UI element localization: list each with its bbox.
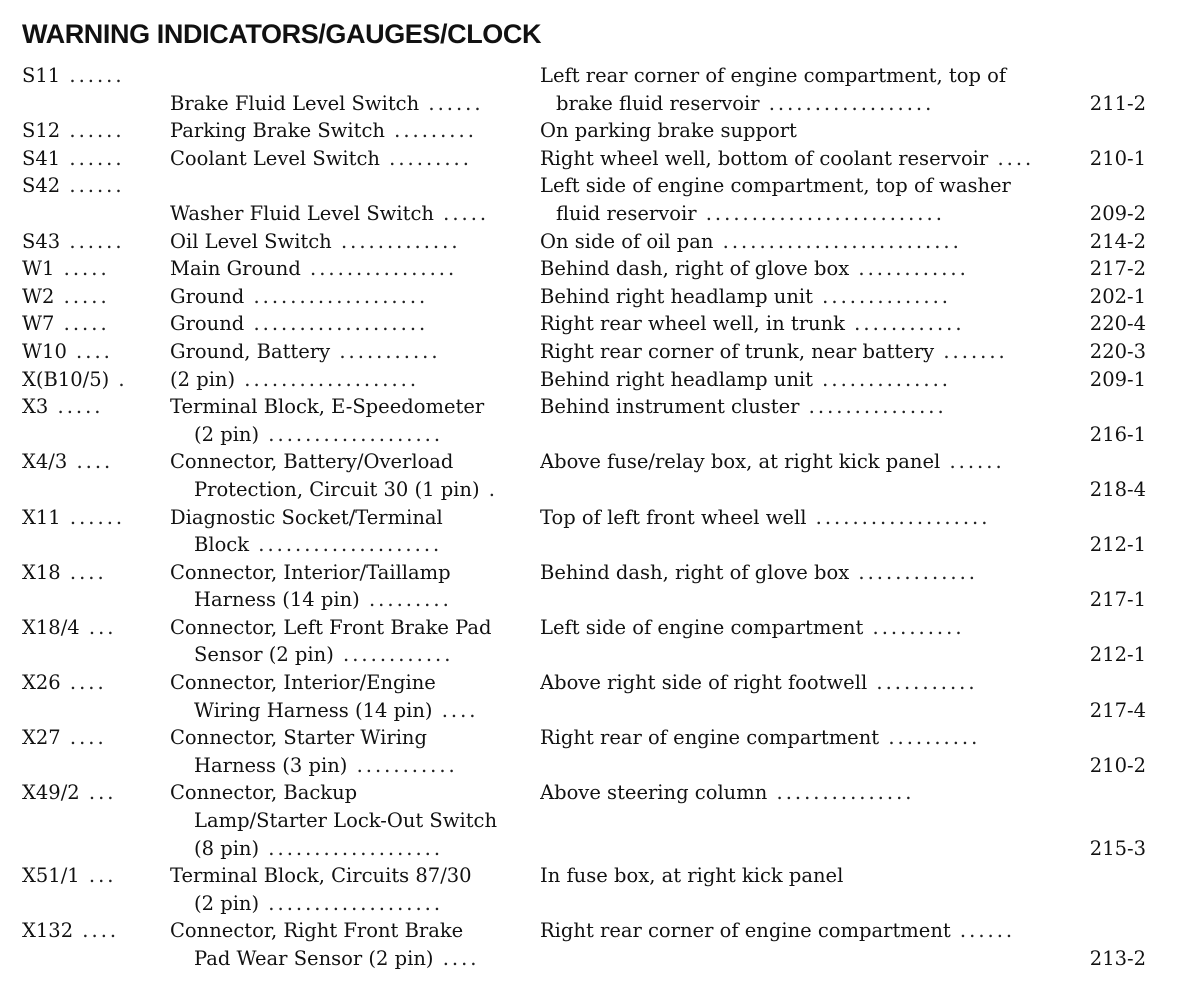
location-text-text: Behind right headlamp unit — [540, 284, 813, 308]
component-name — [194, 945, 515, 973]
location-text — [540, 145, 1070, 173]
location-text-text: On parking brake support — [540, 119, 797, 143]
component-code — [22, 62, 162, 90]
entry-x27 — [0, 724, 1200, 779]
entry-x18 — [0, 559, 1200, 614]
page-reference-text: 215-3 — [1089, 836, 1146, 860]
page-reference — [1078, 531, 1146, 559]
location-text-text: Right rear corner of engine compartment — [540, 919, 951, 943]
location-text — [540, 310, 1070, 338]
component-name — [194, 697, 515, 725]
dot-leader: .... — [73, 919, 120, 943]
location-text-text: Behind dash, right of glove box — [540, 257, 850, 281]
page-heading: WARNING INDICATORS/GAUGES/CLOCK — [22, 19, 542, 49]
page-reference — [1078, 255, 1146, 283]
entry-line — [0, 641, 1200, 669]
dot-leader: ................... — [259, 836, 444, 860]
component-name-text: (8 pin) — [194, 836, 260, 860]
dot-leader: . — [479, 477, 498, 501]
component-code-text: S43 — [22, 229, 61, 253]
component-name — [170, 90, 515, 118]
component-name — [170, 200, 515, 228]
component-name — [170, 255, 515, 283]
location-text — [540, 255, 1070, 283]
entry-line — [0, 90, 1200, 118]
entry-line — [0, 421, 1200, 449]
dot-leader: ................... — [806, 505, 991, 529]
dot-leader: ......... — [359, 588, 452, 612]
entry-line — [0, 476, 1200, 504]
component-name — [194, 752, 515, 780]
component-code — [22, 504, 162, 532]
component-code-text: S12 — [22, 119, 61, 143]
entry-line — [0, 531, 1200, 559]
component-code — [22, 669, 162, 697]
location-text-text: Right rear wheel well, in trunk — [540, 312, 845, 336]
dot-leader: ......... — [379, 146, 472, 170]
component-name — [170, 862, 515, 890]
entry-line — [0, 586, 1200, 614]
location-text — [540, 283, 1070, 311]
component-code — [22, 255, 162, 283]
dot-leader: .... — [432, 698, 479, 722]
dot-leader: .... — [67, 450, 114, 474]
entry-line — [0, 504, 1200, 532]
location-text — [540, 228, 1070, 256]
component-code-text: W2 — [22, 284, 55, 308]
entry-x49-2 — [0, 779, 1200, 862]
entry-x132 — [0, 917, 1200, 972]
dot-leader: ................ — [300, 257, 458, 281]
entry-x4-3 — [0, 448, 1200, 503]
dot-leader: ...... — [60, 64, 125, 87]
component-code-text: S41 — [22, 146, 61, 170]
component-code-text: W7 — [22, 312, 55, 336]
page-reference-text: 202-1 — [1089, 284, 1146, 308]
dot-leader: .... — [988, 146, 1035, 170]
dot-leader: ...... — [419, 91, 484, 115]
page-reference-text: 210-2 — [1089, 753, 1146, 777]
component-code-text: X11 — [22, 505, 61, 529]
component-name — [194, 807, 515, 835]
page-reference-text: 214-2 — [1089, 229, 1146, 253]
dot-leader: ................... — [235, 367, 420, 391]
dot-leader: .......................... — [696, 201, 945, 225]
location-text — [556, 200, 1070, 228]
component-name-text: Connector, Interior/Taillamp — [170, 560, 451, 584]
page-reference — [1078, 228, 1146, 256]
dot-leader: .......................... — [713, 229, 962, 253]
component-name — [170, 338, 515, 366]
component-code-text: X132 — [22, 919, 74, 943]
component-name-text: Protection, Circuit 30 (1 pin) — [194, 477, 480, 501]
component-name — [194, 421, 515, 449]
component-code — [22, 559, 162, 587]
component-code-text: X27 — [22, 726, 61, 750]
location-text-text: Above steering column — [540, 781, 768, 805]
location-text-text: Behind dash, right of glove box — [540, 560, 850, 584]
component-name — [170, 448, 515, 476]
dot-leader: .......... — [879, 726, 981, 750]
dot-leader: ................... — [259, 422, 444, 446]
entry-line — [0, 779, 1200, 807]
entry-line — [0, 890, 1200, 918]
location-text — [540, 669, 1070, 697]
component-code-text: W10 — [22, 339, 67, 363]
page-reference — [1078, 421, 1146, 449]
dot-leader: ............... — [767, 781, 915, 805]
page-reference — [1078, 835, 1146, 863]
entry-x26 — [0, 669, 1200, 724]
component-name-text: Ground, Battery — [170, 339, 331, 363]
component-name-text: Diagnostic Socket/Terminal — [170, 505, 443, 529]
location-text — [556, 90, 1070, 118]
component-code-text: X18/4 — [22, 615, 80, 639]
location-text — [540, 917, 1070, 945]
component-name-text: (2 pin) — [194, 422, 260, 446]
dot-leader: .............. — [812, 284, 951, 308]
location-text-text: Right wheel well, bottom of coolant reservoir — [540, 146, 989, 170]
component-name — [194, 586, 515, 614]
dot-leader: .... — [60, 671, 107, 695]
location-text-text: In fuse box, at right kick panel — [540, 864, 844, 888]
location-text-text: Behind instrument cluster — [540, 395, 800, 419]
page-reference-text: 217-2 — [1089, 257, 1146, 281]
component-name — [170, 117, 515, 145]
component-name-text: Terminal Block, E-Speedometer — [170, 395, 485, 419]
component-name-text: Connector, Interior/Engine — [170, 671, 436, 695]
component-code-text: W1 — [22, 257, 55, 281]
component-code — [22, 228, 162, 256]
component-name — [170, 779, 515, 807]
page-reference — [1078, 283, 1146, 311]
page-reference — [1078, 752, 1146, 780]
entry-line — [0, 807, 1200, 835]
component-name-text: Brake Fluid Level Switch — [170, 91, 420, 115]
entry-line — [0, 338, 1200, 366]
dot-leader: .... — [433, 947, 480, 970]
entry-w1 — [0, 255, 1200, 283]
component-name — [170, 669, 515, 697]
location-text — [540, 724, 1070, 752]
entry-line — [0, 862, 1200, 890]
entry-s11 — [0, 62, 1200, 117]
dot-leader: ............... — [799, 395, 947, 419]
entry-line — [0, 145, 1200, 173]
page-reference-text: 216-1 — [1089, 422, 1146, 446]
location-text — [540, 366, 1070, 394]
component-name-text: Sensor (2 pin) — [194, 643, 334, 667]
page-reference — [1078, 366, 1146, 394]
dot-leader: . — [109, 367, 128, 391]
location-text-text: Left side of engine compartment, top of washer — [540, 174, 1011, 198]
entry-line — [0, 200, 1200, 228]
page-reference-text: 212-1 — [1089, 533, 1146, 557]
component-name — [170, 559, 515, 587]
entry-line — [0, 835, 1200, 863]
location-text — [540, 779, 1070, 807]
dot-leader: .... — [60, 726, 107, 750]
page-reference-text: 217-4 — [1089, 698, 1146, 722]
component-code-text: X3 — [22, 395, 49, 419]
page-reference-text: 217-1 — [1089, 588, 1146, 612]
dot-leader: ..... — [48, 395, 104, 419]
component-code-text: X26 — [22, 671, 61, 695]
dot-leader: ... — [79, 615, 117, 639]
location-text-text: Behind right headlamp unit — [540, 367, 813, 391]
component-code — [22, 448, 162, 476]
component-name-text: Connector, Battery/Overload — [170, 450, 454, 474]
component-name-text: Oil Level Switch — [170, 229, 332, 253]
location-text — [540, 393, 1070, 421]
dot-leader: ... — [79, 781, 117, 805]
component-code — [22, 338, 162, 366]
component-name-text: Main Ground — [170, 257, 301, 281]
dot-leader: .............. — [812, 367, 951, 391]
component-name — [194, 476, 515, 504]
component-name — [194, 641, 515, 669]
component-name-text: Block — [194, 533, 250, 557]
component-name — [170, 614, 515, 642]
component-name — [170, 393, 515, 421]
location-text-text: On side of oil pan — [540, 229, 714, 253]
entry-w7 — [0, 310, 1200, 338]
entry-x51-1 — [0, 862, 1200, 917]
component-code-text: X4/3 — [22, 450, 68, 474]
location-text — [540, 504, 1070, 532]
entry-line — [0, 752, 1200, 780]
location-text-text: brake fluid reservoir — [556, 91, 760, 115]
entry-line — [0, 228, 1200, 256]
component-code — [22, 145, 162, 173]
component-name — [194, 835, 515, 863]
dot-leader: ............ — [333, 643, 454, 667]
entry-s41 — [0, 145, 1200, 173]
page-reference — [1078, 310, 1146, 338]
entry-s12 — [0, 117, 1200, 145]
dot-leader: ....... — [934, 339, 1008, 363]
page-reference-text: 218-4 — [1089, 477, 1146, 501]
location-text — [540, 338, 1070, 366]
entry-line — [0, 559, 1200, 587]
dot-leader: .................... — [249, 533, 443, 557]
page-reference-text: 209-2 — [1089, 201, 1146, 225]
page-reference — [1078, 90, 1146, 118]
location-text — [540, 448, 1070, 476]
location-text — [540, 62, 1070, 90]
component-code — [22, 779, 162, 807]
component-name-text: Harness (14 pin) — [194, 588, 360, 612]
dot-leader: ...... — [60, 146, 125, 170]
component-code — [22, 862, 162, 890]
location-text-text: Left side of engine compartment — [540, 615, 864, 639]
dot-leader: ........... — [330, 339, 441, 363]
component-name-text: Lamp/Starter Lock-Out Switch — [194, 809, 498, 833]
page-reference-text: 220-4 — [1089, 312, 1146, 336]
component-code-text: X18 — [22, 560, 61, 584]
page-reference-text: 212-1 — [1089, 643, 1146, 667]
dot-leader: .................. — [759, 91, 935, 115]
component-name — [170, 145, 515, 173]
dot-leader: ......... — [384, 119, 477, 143]
component-name — [170, 310, 515, 338]
location-text-text: Left rear corner of engine compartment, top of — [540, 64, 1007, 87]
dot-leader: ............. — [849, 560, 978, 584]
page-reference — [1078, 200, 1146, 228]
entry-line — [0, 614, 1200, 642]
component-name — [194, 531, 515, 559]
component-code — [22, 310, 162, 338]
dot-leader: .... — [66, 339, 113, 363]
location-text — [540, 172, 1070, 200]
page-reference — [1078, 697, 1146, 725]
entry-line — [0, 255, 1200, 283]
entry-x3 — [0, 393, 1200, 448]
component-name-text: Connector, Left Front Brake Pad — [170, 615, 492, 639]
component-code — [22, 614, 162, 642]
entry-line — [0, 393, 1200, 421]
dot-leader: ...... — [60, 229, 125, 253]
page-reference-text: 211-2 — [1089, 91, 1146, 115]
page-reference — [1078, 641, 1146, 669]
component-name — [170, 724, 515, 752]
component-name — [170, 504, 515, 532]
dot-leader: ...... — [60, 119, 125, 143]
component-name — [170, 917, 515, 945]
entry-x18-4 — [0, 614, 1200, 669]
entry-line — [0, 697, 1200, 725]
entry-line — [0, 310, 1200, 338]
component-code-text: S42 — [22, 174, 61, 198]
dot-leader: ............. — [331, 229, 461, 253]
entry-line — [0, 945, 1200, 973]
entry-line — [0, 448, 1200, 476]
component-location-list — [0, 62, 1200, 973]
entry-s42 — [0, 172, 1200, 227]
entry-x11 — [0, 504, 1200, 559]
location-text-text: Right rear of engine compartment — [540, 726, 880, 750]
page-reference-text: 210-1 — [1089, 146, 1146, 170]
location-text — [540, 614, 1070, 642]
component-name-text: Pad Wear Sensor (2 pin) — [194, 947, 434, 970]
location-text-text: Top of left front wheel well — [540, 505, 807, 529]
dot-leader: ... — [79, 864, 117, 888]
entry-line — [0, 724, 1200, 752]
location-text-text: Right rear corner of trunk, near battery — [540, 339, 935, 363]
dot-leader: ..... — [54, 257, 110, 281]
component-name-text: Coolant Level Switch — [170, 146, 380, 170]
component-name — [194, 890, 515, 918]
dot-leader: .... — [60, 560, 107, 584]
entry-line — [0, 283, 1200, 311]
page-reference-text: 220-3 — [1089, 339, 1146, 363]
component-code — [22, 117, 162, 145]
dot-leader: ................... — [259, 891, 444, 915]
location-text — [540, 117, 1070, 145]
entry-line — [0, 117, 1200, 145]
dot-leader: ................... — [244, 284, 429, 308]
entry-line — [0, 172, 1200, 200]
location-text-text: Above fuse/relay box, at right kick panel — [540, 450, 941, 474]
component-name-text: (2 pin) — [194, 891, 260, 915]
component-name-text: Wiring Harness (14 pin) — [194, 698, 433, 722]
page-reference-text: 213-2 — [1089, 947, 1146, 970]
location-text-text: Above right side of right footwell — [540, 671, 868, 695]
component-code-text: X(B10/5) — [22, 367, 110, 391]
page-reference — [1078, 476, 1146, 504]
dot-leader: .......... — [863, 615, 965, 639]
component-name-text: (2 pin) — [170, 367, 236, 391]
dot-leader: ................... — [244, 312, 429, 336]
page-reference-text: 209-1 — [1089, 367, 1146, 391]
entry-line — [0, 366, 1200, 394]
component-code — [22, 724, 162, 752]
location-text — [540, 559, 1070, 587]
page-reference — [1078, 945, 1146, 973]
component-name-text: Parking Brake Switch — [170, 119, 385, 143]
dot-leader: ............ — [849, 257, 969, 281]
page-reference — [1078, 145, 1146, 173]
component-name — [170, 283, 515, 311]
component-name-text: Washer Fluid Level Switch — [170, 201, 434, 225]
location-text-text: fluid reservoir — [556, 201, 697, 225]
component-code — [22, 172, 162, 200]
component-code-text: S11 — [22, 64, 61, 87]
location-text — [540, 862, 1070, 890]
page-reference — [1078, 338, 1146, 366]
entry-w10 — [0, 338, 1200, 366]
entry-x-b10-5- — [0, 366, 1200, 394]
entry-line — [0, 62, 1200, 90]
dot-leader: ...... — [60, 505, 126, 529]
dot-leader: ..... — [54, 284, 110, 308]
component-name-text: Connector, Right Front Brake — [170, 919, 464, 943]
component-name — [170, 228, 515, 256]
component-name-text: Ground — [170, 284, 245, 308]
entry-w2 — [0, 283, 1200, 311]
component-name-text: Connector, Backup — [170, 781, 358, 805]
component-code — [22, 917, 162, 945]
component-code-text: X51/1 — [22, 864, 80, 888]
component-name-text: Ground — [170, 312, 245, 336]
component-name — [170, 366, 515, 394]
dot-leader: ...... — [950, 919, 1016, 943]
dot-leader: ...... — [940, 450, 1005, 474]
component-code — [22, 283, 162, 311]
dot-leader: ..... — [433, 201, 490, 225]
component-code-text: X49/2 — [22, 781, 80, 805]
component-name-text: Terminal Block, Circuits 87/30 — [170, 864, 472, 888]
component-name-text: Connector, Starter Wiring — [170, 726, 427, 750]
dot-leader: ..... — [54, 312, 110, 336]
component-name-text: Harness (3 pin) — [194, 753, 348, 777]
entry-s43 — [0, 228, 1200, 256]
page-reference — [1078, 586, 1146, 614]
entry-line — [0, 917, 1200, 945]
entry-line — [0, 669, 1200, 697]
component-code — [22, 366, 162, 394]
dot-leader: ............ — [844, 312, 965, 336]
dot-leader: ...... — [60, 174, 125, 198]
dot-leader: ........... — [347, 753, 458, 777]
dot-leader: ........... — [867, 671, 978, 695]
component-code — [22, 393, 162, 421]
